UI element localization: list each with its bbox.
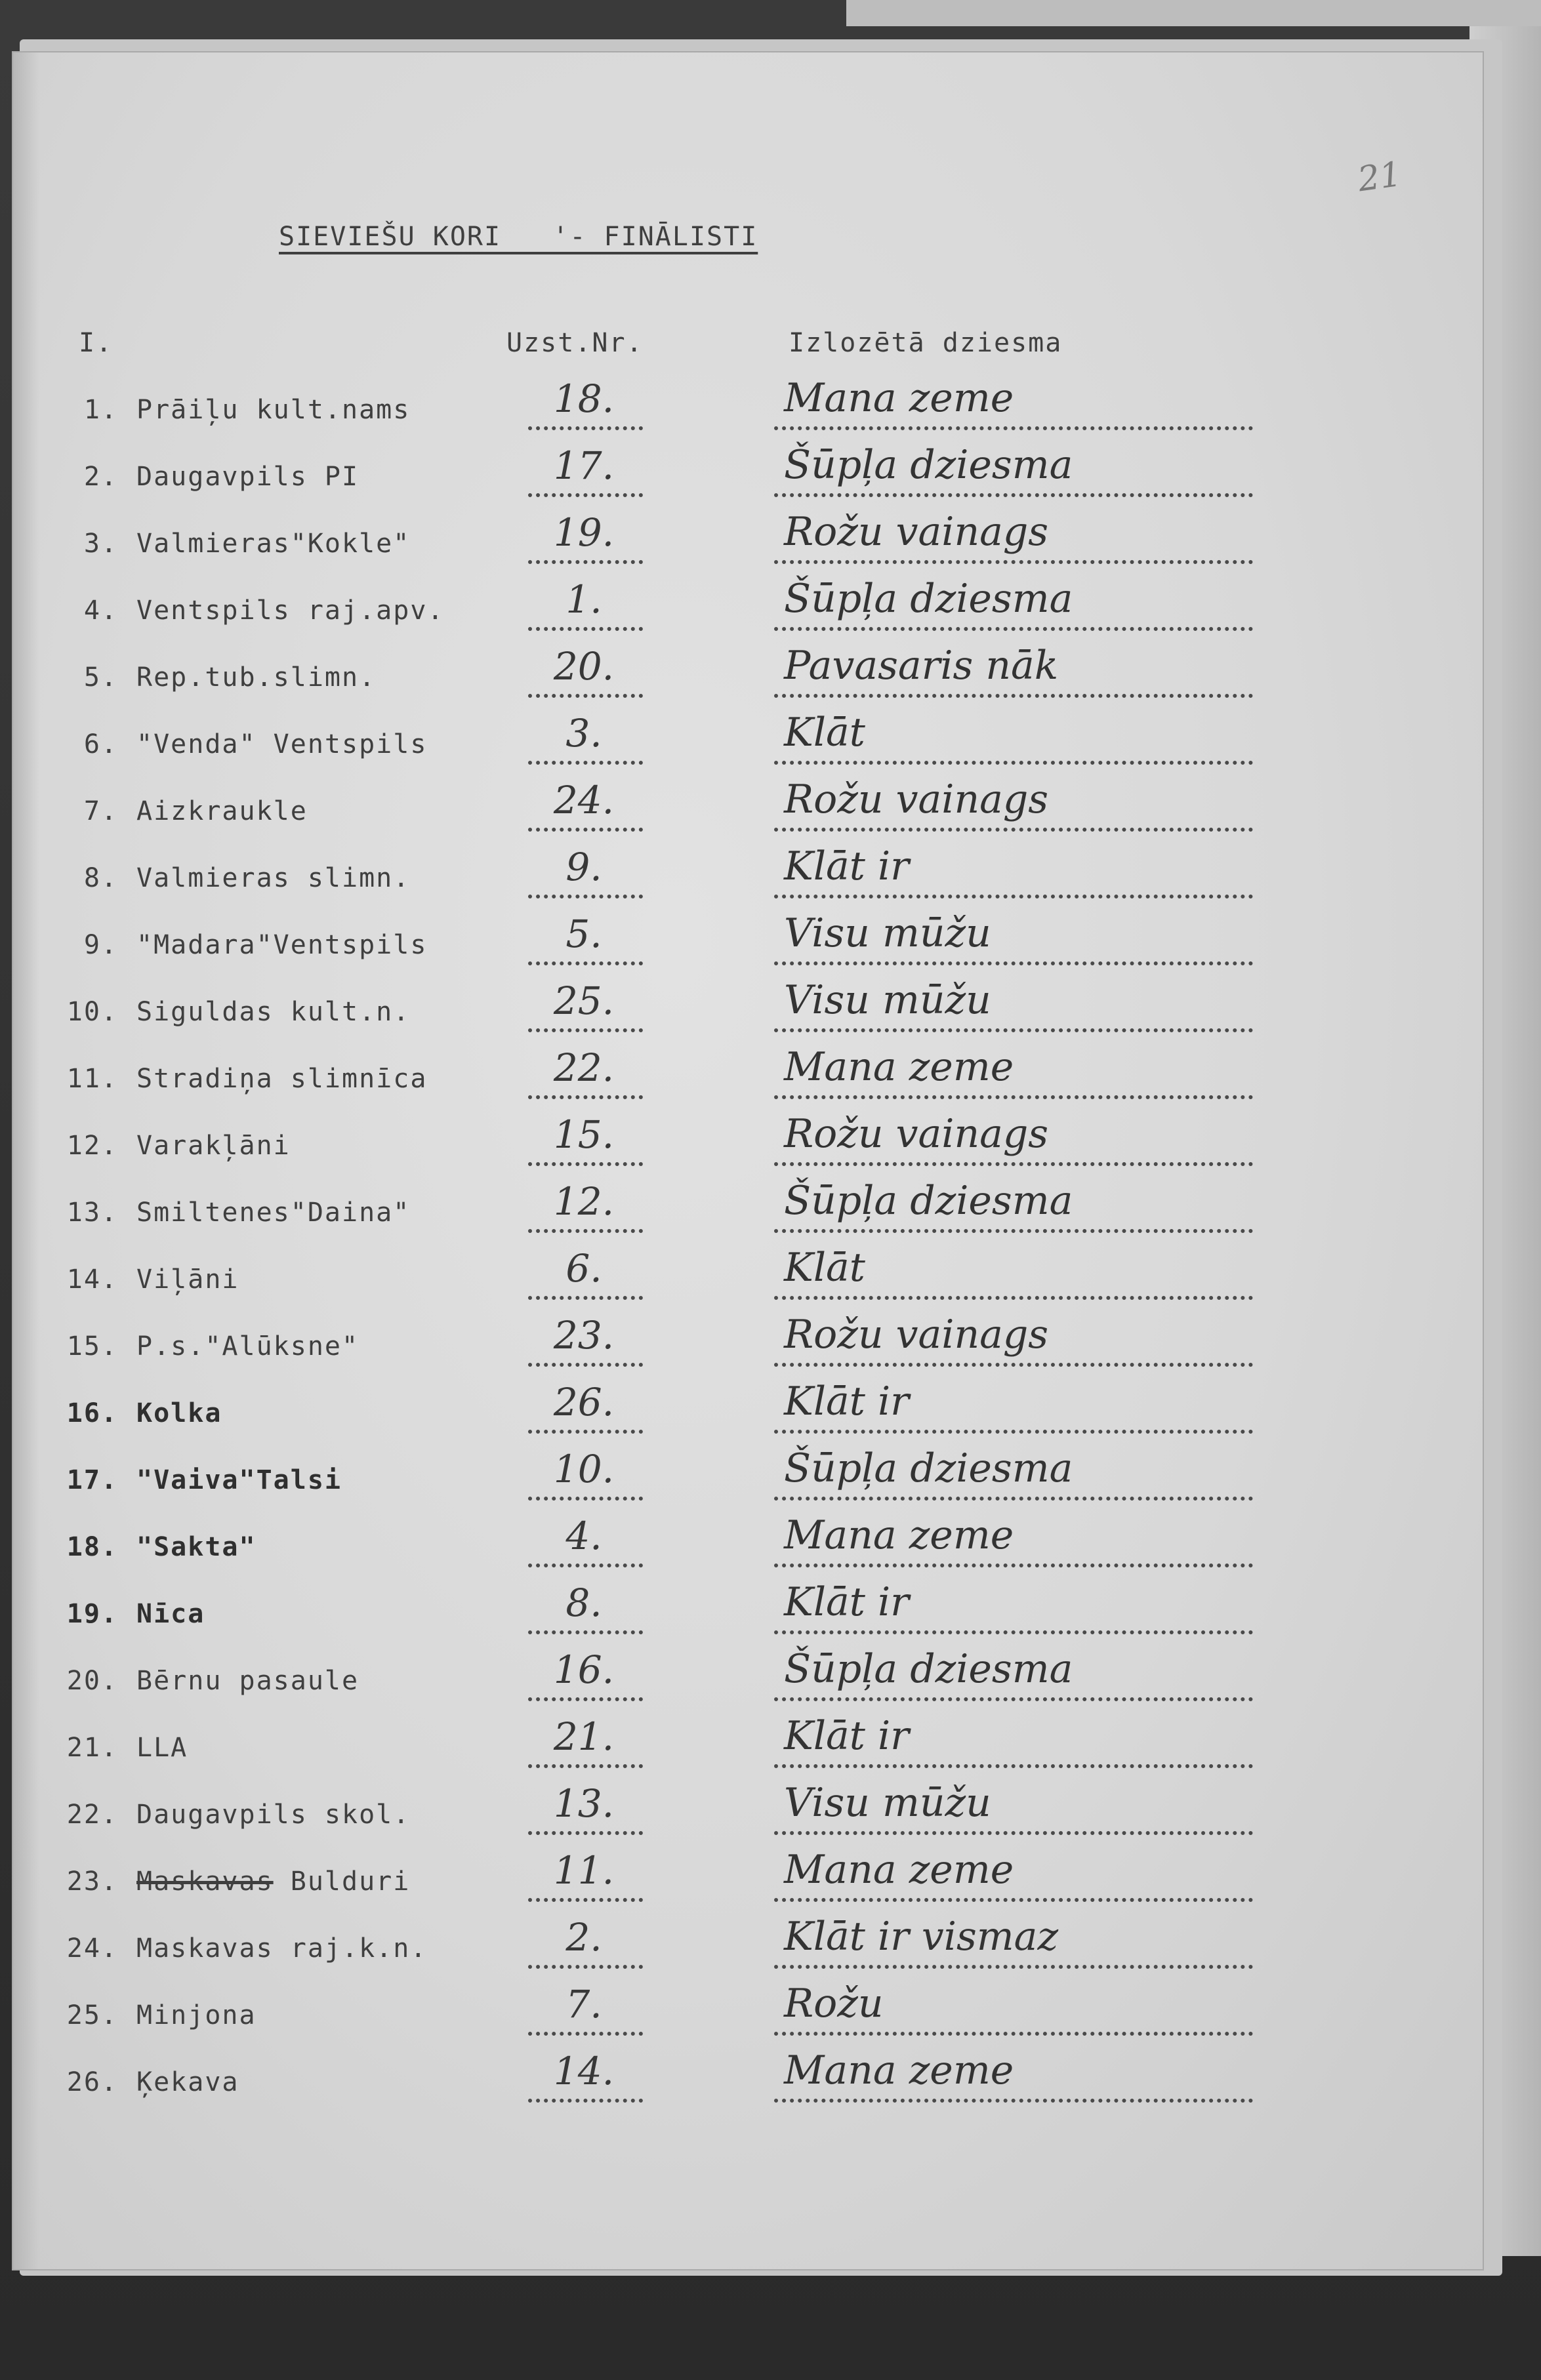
row-number: 20. xyxy=(66,1666,118,1696)
row-number: 2. xyxy=(83,462,118,492)
list-item xyxy=(13,375,1483,454)
choir-name: Nīca xyxy=(136,1599,205,1629)
performance-number: 21. xyxy=(553,1714,615,1759)
song-title: Pavasaris nāk xyxy=(784,643,1059,689)
row-number: 9. xyxy=(83,930,118,960)
performance-number: 8. xyxy=(565,1581,602,1625)
performance-number: 22. xyxy=(553,1045,615,1090)
list-item xyxy=(13,1713,1483,1792)
list-item xyxy=(13,1981,1483,2059)
row-number: 19. xyxy=(66,1599,118,1629)
row-number: 17. xyxy=(66,1465,118,1495)
choir-name: Daugavpils PI xyxy=(136,462,360,492)
list-item xyxy=(13,910,1483,989)
backing-strip xyxy=(846,0,1541,26)
list-item xyxy=(13,442,1483,521)
list-item xyxy=(13,509,1483,588)
performance-number: 9. xyxy=(565,845,602,889)
header-drawn-song: Izlozētā dziesma xyxy=(789,328,1063,358)
list-item xyxy=(13,1312,1483,1390)
song-title: Šūpļa dziesma xyxy=(784,442,1073,488)
choir-name: Aizkraukle xyxy=(136,796,308,826)
row-number: 15. xyxy=(66,1331,118,1361)
song-title: Rožu vainags xyxy=(784,1312,1049,1358)
list-item xyxy=(13,1847,1483,1926)
song-title: Šūpļa dziesma xyxy=(784,1445,1073,1491)
choir-name: "Madara"Ventspils xyxy=(136,930,428,960)
list-item xyxy=(13,1245,1483,1323)
song-title: Šūpļa dziesma xyxy=(784,576,1073,622)
list-item xyxy=(13,843,1483,922)
list-item xyxy=(13,1646,1483,1725)
list-item xyxy=(13,1445,1483,1524)
row-number: 23. xyxy=(66,1866,118,1897)
performance-number: 13. xyxy=(553,1781,615,1826)
performance-number: 6. xyxy=(565,1246,602,1291)
finalist-list xyxy=(13,375,1483,2126)
performance-number: 4. xyxy=(565,1514,602,1558)
row-number: 1. xyxy=(83,395,118,425)
row-number: 25. xyxy=(66,2000,118,2030)
row-number: 3. xyxy=(83,529,118,559)
row-number: 14. xyxy=(66,1264,118,1295)
song-title: Mana zeme xyxy=(784,375,1014,421)
song-title: Mana zeme xyxy=(784,1044,1014,1090)
row-number: 5. xyxy=(83,662,118,693)
choir-name: Minjona xyxy=(136,2000,257,2030)
choir-name: Bērnu pasaule xyxy=(136,1666,360,1696)
choir-name: Valmieras slimn. xyxy=(136,863,411,893)
page-fold-shadow xyxy=(13,52,39,2269)
choir-name: "Venda" Ventspils xyxy=(136,729,428,759)
performance-number: 2. xyxy=(565,1915,602,1960)
struck-out-text: Maskavas xyxy=(136,1866,274,1897)
choir-name: Stradiņa slimnīca xyxy=(136,1064,428,1094)
list-item xyxy=(13,1178,1483,1257)
choir-name: Prāiļu kult.nams xyxy=(136,395,411,425)
row-number: 6. xyxy=(83,729,118,759)
song-title: Klāt ir xyxy=(784,843,909,889)
choir-name: Bulduri xyxy=(290,1866,411,1897)
row-number: 26. xyxy=(66,2067,118,2097)
row-number: 4. xyxy=(83,595,118,626)
choir-name: P.s."Alūksne" xyxy=(136,1331,360,1361)
list-item xyxy=(13,1780,1483,1859)
song-title: Visu mūžu xyxy=(784,977,991,1023)
choir-name: Varakļāni xyxy=(136,1131,291,1161)
performance-number: 7. xyxy=(565,1982,602,2027)
list-item xyxy=(13,1379,1483,1457)
document-page xyxy=(13,52,1483,2269)
row-number: 8. xyxy=(83,863,118,893)
song-title: Rožu vainags xyxy=(784,777,1049,822)
list-item xyxy=(13,1512,1483,1591)
list-item xyxy=(13,1914,1483,1992)
performance-number: 14. xyxy=(553,2049,615,2093)
choir-name-with-strikeout xyxy=(136,1866,410,1897)
song-title: Klāt xyxy=(784,710,865,756)
header-roman-numeral: I. xyxy=(79,328,113,358)
song-title: Klāt ir xyxy=(784,1579,909,1625)
row-number: 10. xyxy=(66,997,118,1027)
choir-name: Ķekava xyxy=(136,2067,239,2097)
choir-name: Ventspils raj.apv. xyxy=(136,595,445,626)
list-item xyxy=(13,777,1483,855)
song-title: Klāt ir xyxy=(784,1713,909,1759)
song-title: Visu mūžu xyxy=(784,1780,991,1826)
list-item xyxy=(13,643,1483,721)
performance-number: 12. xyxy=(553,1179,615,1224)
choir-name: Kolka xyxy=(136,1398,222,1428)
choir-name: Smiltenes"Daina" xyxy=(136,1198,411,1228)
performance-number: 15. xyxy=(553,1112,615,1157)
choir-name: "Sakta" xyxy=(136,1532,257,1562)
performance-number: 16. xyxy=(553,1647,615,1692)
list-item xyxy=(13,977,1483,1056)
row-number: 22. xyxy=(66,1800,118,1830)
song-title: Klāt xyxy=(784,1245,865,1291)
choir-name: Daugavpils skol. xyxy=(136,1800,411,1830)
performance-number: 26. xyxy=(553,1380,615,1424)
song-title: Šūpļa dziesma xyxy=(784,1178,1073,1224)
performance-number: 17. xyxy=(553,443,615,488)
choir-name: Valmieras"Kokle" xyxy=(136,529,411,559)
row-number: 21. xyxy=(66,1733,118,1763)
row-number: 13. xyxy=(66,1198,118,1228)
performance-number: 1. xyxy=(565,577,602,622)
performance-number: 11. xyxy=(553,1848,615,1893)
performance-number: 5. xyxy=(565,912,602,956)
song-title: Rožu xyxy=(784,1981,884,2027)
row-number: 11. xyxy=(66,1064,118,1094)
choir-name: Rep.tub.slimn. xyxy=(136,662,377,693)
performance-number: 23. xyxy=(553,1313,615,1358)
row-number: 16. xyxy=(66,1398,118,1428)
song-title: Visu mūžu xyxy=(784,910,991,956)
corner-handwritten-note: 21 xyxy=(1355,154,1405,200)
choir-name: Viļāni xyxy=(136,1264,239,1295)
choir-name: Maskavas raj.k.n. xyxy=(136,1933,428,1964)
row-number: 12. xyxy=(66,1131,118,1161)
song-title: Klāt ir vismaz xyxy=(784,1914,1059,1960)
row-number: 24. xyxy=(66,1933,118,1964)
performance-number: 20. xyxy=(553,644,615,689)
list-item xyxy=(13,710,1483,788)
song-title: Rožu vainags xyxy=(784,1111,1049,1157)
performance-number: 24. xyxy=(553,778,615,822)
choir-name: LLA xyxy=(136,1733,188,1763)
row-number: 7. xyxy=(83,796,118,826)
song-title: Mana zeme xyxy=(784,1512,1014,1558)
performance-number: 10. xyxy=(553,1447,615,1491)
list-item xyxy=(13,576,1483,655)
performance-number: 25. xyxy=(553,978,615,1023)
choir-name: "Vaiva"Talsi xyxy=(136,1465,342,1495)
header-performance-number: Uzst.Nr. xyxy=(506,328,644,358)
performance-number: 19. xyxy=(553,510,615,555)
song-title: Mana zeme xyxy=(784,2047,1014,2093)
list-item xyxy=(13,1579,1483,1658)
list-item xyxy=(13,2047,1483,2126)
song-title: Mana zeme xyxy=(784,1847,1014,1893)
row-number: 18. xyxy=(66,1532,118,1562)
performance-number: 3. xyxy=(565,711,602,756)
song-title: Rožu vainags xyxy=(784,509,1049,555)
choir-name: Siguldas kult.n. xyxy=(136,997,411,1027)
list-item xyxy=(13,1044,1483,1123)
list-item xyxy=(13,1111,1483,1190)
song-title: Klāt ir xyxy=(784,1379,909,1424)
document-title: SIEVIEŠU KORI '- FINĀLISTI xyxy=(279,222,758,252)
performance-number: 18. xyxy=(553,376,615,421)
song-title: Šūpļa dziesma xyxy=(784,1646,1073,1692)
